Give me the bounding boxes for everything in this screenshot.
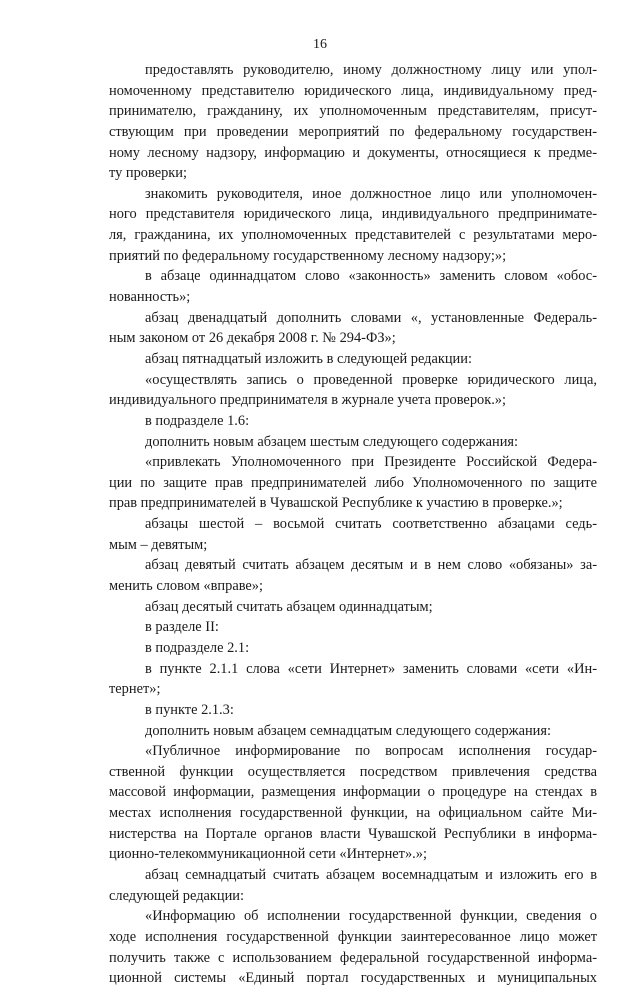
- text-line: получить также с использованием федеральной государственной информа-: [109, 949, 597, 966]
- text-line: абзацы шестой – восьмой считать соответственно абзацами седь-: [145, 516, 597, 533]
- text-line: абзац десятый считать абзацем одиннадцатым;: [145, 598, 433, 615]
- text-line: в подразделе 2.1:: [145, 639, 250, 656]
- text-line: следующей редакции:: [109, 887, 244, 904]
- text-line: абзац пятнадцатый изложить в следующей редакции:: [145, 350, 472, 367]
- text-line: в подразделе 1.6:: [145, 412, 250, 429]
- text-line: ционно-телекоммуникационной сети «Интернет».»;: [109, 846, 427, 863]
- text-line: принимателю, гражданину, их уполномоченным представителям, присут-: [109, 103, 597, 120]
- text-line: ствующим при проведении мероприятий по федеральному государствен-: [109, 123, 597, 140]
- text-line: мым – девятым;: [109, 536, 208, 553]
- text-line: ционной системы «Единый портал государственных и муниципальных: [109, 970, 597, 987]
- text-line: «Информацию об исполнении государственной функции, сведения о: [145, 908, 597, 925]
- text-line: тернет»;: [109, 681, 161, 698]
- text-line: абзац девятый считать абзацем десятым и в нем слово «обязаны» за-: [145, 557, 597, 574]
- text-line: дополнить новым абзацем семнадцатым следующего содержания:: [145, 722, 552, 739]
- text-line: абзац семнадцатый считать абзацем восемнадцатым и изложить его в: [145, 866, 597, 883]
- page-number: 16: [313, 37, 327, 52]
- text-line: ным законом от 26 декабря 2008 г. № 294-ФЗ»;: [109, 330, 396, 347]
- text-line: знакомить руководителя, иное должностное лицо или уполномочен-: [145, 185, 597, 202]
- text-line: в пункте 2.1.1 слова «сети Интернет» заменить словами «сети «Ин-: [145, 660, 597, 677]
- text-line: ного представителя юридического лица, индивидуального предпринимате-: [109, 206, 597, 223]
- text-line: «осуществлять запись о проведенной проверке юридического лица,: [145, 371, 597, 388]
- text-line: ходе исполнения государственной функции заинтересованное лицо может: [109, 928, 597, 945]
- text-line: прав предпринимателей в Чувашской Республике к участию в проверке.»;: [109, 495, 563, 512]
- text-line: менить словом «вправе»;: [109, 578, 263, 595]
- text-line: абзац двенадцатый дополнить словами «, установленные Федераль-: [145, 309, 597, 326]
- text-line: дополнить новым абзацем шестым следующего содержания:: [145, 433, 519, 450]
- text-line: массовой информации, размещения информации о процедуре на стендах в: [109, 784, 597, 801]
- text-line: нованность»;: [109, 289, 191, 306]
- text-line: номоченному представителю юридического лица, индивидуальному пред-: [109, 82, 597, 99]
- text-line: ту проверки;: [109, 165, 187, 182]
- text-line: «Публичное информирование по вопросам исполнения государ-: [145, 743, 597, 760]
- text-line: ля, гражданина, их уполномоченных представителей с результатами меро-: [109, 227, 597, 244]
- text-line: индивидуального предпринимателя в журнале учета проверок.»;: [109, 392, 506, 409]
- text-line: в разделе II:: [145, 619, 219, 636]
- text-line: нистерства на Портале органов власти Чувашской Республики в информа-: [109, 825, 597, 842]
- text-line: «привлекать Уполномоченного при Президенте Российской Федера-: [145, 454, 597, 471]
- document-body: [109, 60, 597, 989]
- text-line: предоставлять руководителю, иному должностному лицу или упол-: [145, 62, 597, 78]
- text-line: ному лесному надзору, информацию и документы, относящиеся к предме-: [109, 144, 597, 161]
- text-line: в пункте 2.1.3:: [145, 701, 234, 718]
- text-line: приятий по федеральному государственному лесному надзору;»;: [109, 247, 507, 264]
- text-line: ственной функции осуществляется посредством привлечения средства: [109, 763, 597, 780]
- text-line: местах исполнения государственной функции, на официальном сайте Ми-: [109, 805, 597, 822]
- text-line: в абзаце одиннадцатом слово «законность» заменить словом «обос-: [145, 268, 597, 285]
- text-line: ции по защите прав предпринимателей либо Уполномоченного по защите: [109, 474, 597, 491]
